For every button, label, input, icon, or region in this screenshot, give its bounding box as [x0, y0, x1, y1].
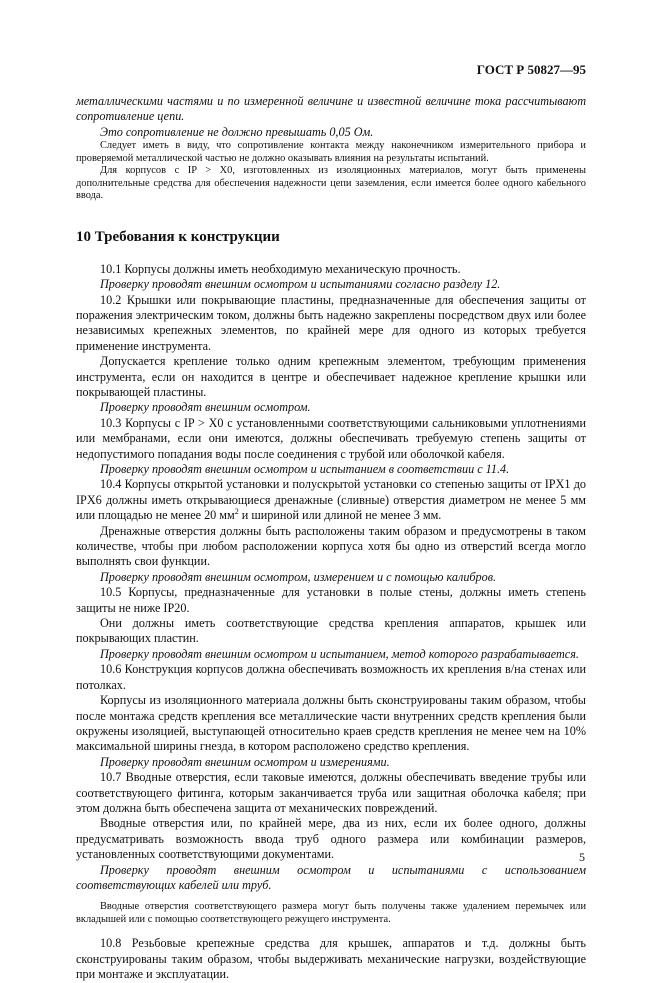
- page-body: [76, 94, 586, 983]
- paragraph: 10.1 Корпусы должны иметь необходимую механическую прочность.: [100, 261, 461, 276]
- page-number: 5: [579, 850, 585, 864]
- paragraph: Дренажные отверстия должны быть расположены таким образом и предусмотрены в таком количестве, чтобы при любом расположении корпуса хотя бы одно из отверстий всегда могло выполнять свои функции.: [76, 523, 586, 569]
- check-note: Проверку проводят внешним осмотром.: [100, 400, 311, 415]
- check-note: Проверку проводят внешним осмотром, измерением и с помощью калибров.: [100, 569, 497, 584]
- check-note: Проверку проводят внешним осмотром и измерениями.: [100, 754, 390, 769]
- text-part: и шириной или длиной не менее 3 мм.: [238, 508, 442, 523]
- paragraph: Допускается крепление только одним крепежным элементом, требующим применения инструмента, если он находится в центре и обеспечивает надежное крепление крышки или покрывающей пластины.: [76, 354, 586, 399]
- paragraph: Вводные отверстия или, по крайней мере, два из них, если их более одного, должны предусматривать возможность ввода труб одного размера или комбинации размеров, установленных соответствующими документами.: [76, 816, 586, 862]
- paragraph: 10.5 Корпусы, предназначенные для установки в полые стены, должны иметь степень защиты не ниже IP20.: [76, 585, 586, 615]
- paragraph: 10.2 Крышки или покрывающие пластины, предназначенные для обеспечения защиты от поражения электрическим током, должны быть надежно закреплены посредством двух или более независимых крепежных элементов, по крайней мере для одного из которых требуется применение инструмента.: [76, 292, 586, 353]
- document-code: ГОСТ Р 50827—95: [476, 62, 586, 77]
- paragraph: 10.6 Конструкция корпусов должна обеспечивать возможность их крепления в/на стенах или потолках.: [76, 662, 586, 692]
- check-note: Проверку проводят внешним осмотром и испытанием в соответствии с 11.4.: [100, 462, 510, 476]
- check-note: Проверку проводят внешним осмотром и испытаниями согласно разделу 12.: [100, 277, 501, 292]
- paragraph: металлическими частями и по измеренной величине и известной величине тока рассчитывают сопротивление цепи.: [76, 94, 586, 124]
- paragraph: Они должны иметь соответствующие средства крепления аппаратов, крышек или покрывающих пластин.: [76, 616, 586, 646]
- paragraph: [76, 477, 586, 523]
- paragraph: Для корпусов с IP > X0, изготовленных из изоляционных материалов, могут быть применены дополнительные средства для обеспечения надежности цепи заземления, если имеется более одного кабельного ввода.: [76, 165, 586, 202]
- paragraph: 10.8 Резьбовые крепежные средства для крышек, аппаратов и т.д. должны быть сконструированы таким образом, чтобы выдерживать механические нагрузки, воздействующие при монтаже и эксплуатации.: [76, 936, 586, 982]
- note: Вводные отверстия соответствующего размера могут быть получены также удалением перемычек или вкладышей или с помощью соответствующего режущего инструмента.: [76, 901, 586, 925]
- check-note: Проверку проводят внешним осмотром и испытанием, метод которого разрабатывается.: [100, 646, 579, 661]
- paragraph: 10.7 Вводные отверстия, если таковые имеются, должны обеспечивать введение трубы или соответствующего фитинга, которым заканчивается труба или защитная оболочка кабеля; при этом должна быть обеспечена защита от механических повреждений.: [76, 770, 586, 815]
- paragraph: 10.3 Корпусы с IP > X0 с установленными соответствующими сальниковыми уплотнениями или мембранами, если они имеются, должны обеспечивать требуемую степень защиты от недопустимого попадания воды после соединения с трубой или оболочкой кабеля.: [76, 415, 586, 461]
- superscript: 2: [234, 507, 239, 517]
- check-note: Проверку проводят внешним осмотром и испытаниями с использованием соответствующих кабелей или труб.: [76, 862, 586, 892]
- paragraph: Следует иметь в виду, что сопротивление контакта между наконечником измерительного прибора и проверяемой металлической частью не должно оказывать влияния на результаты испытаний.: [76, 140, 586, 164]
- section-heading: 10 Требования к конструкции: [76, 228, 280, 245]
- text-part: 10.4 Корпусы открытой установки и полускрытой установки со степенью защиты от IPX1 до IPX6 должны иметь открывающиеся дренажные (сливные) отверстия диаметром не менее 5 мм или площадью не менее 20 мм: [76, 477, 586, 523]
- paragraph: Это сопротивление не должно превышать 0,05 Ом.: [100, 124, 374, 139]
- paragraph: Корпусы из изоляционного материала должны быть сконструированы таким образом, чтобы после монтажа средств крепления все металлические части внутренних средств крепления были окружены изоляцией, выступающей относительно краев средств крепления не менее чем на 10% максимальной ширины гнезда, в котором расположено средство крепления.: [76, 693, 586, 754]
